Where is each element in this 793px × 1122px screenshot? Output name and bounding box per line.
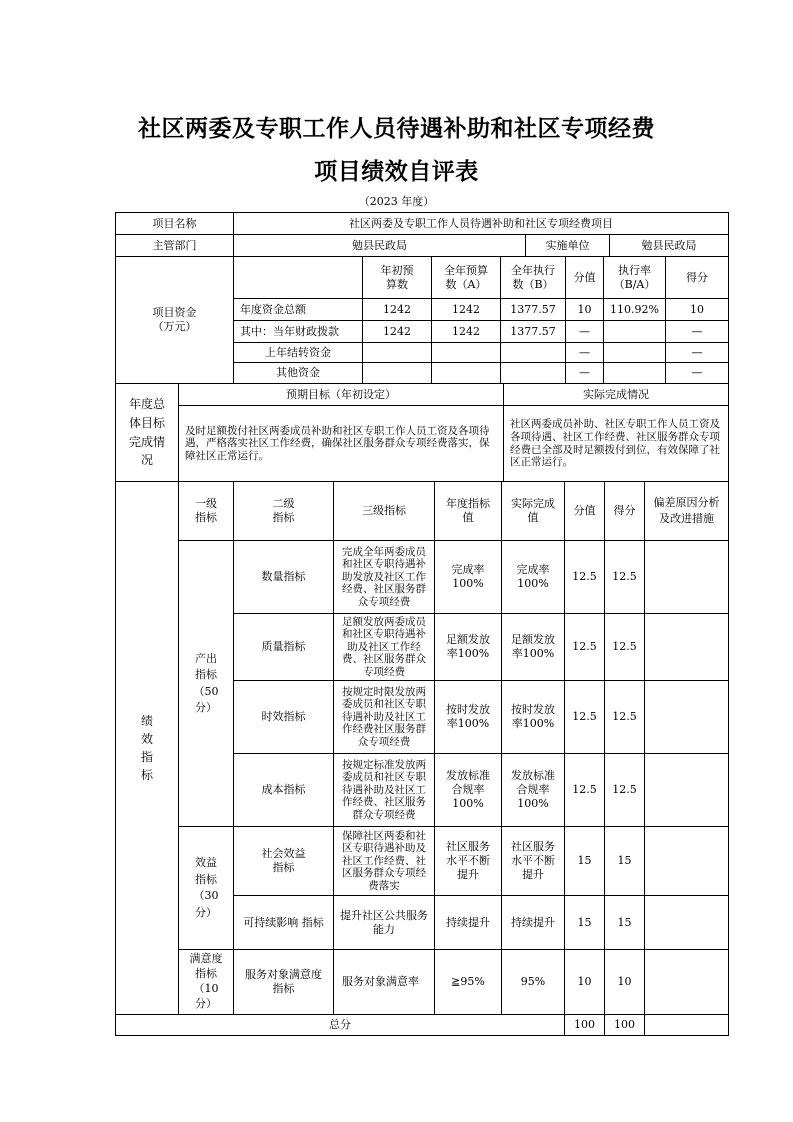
perf-header-score: 得分	[604, 481, 645, 541]
funds-label: 项目资金（万元）	[115, 256, 234, 384]
perf-header-l2: 二级指标	[233, 481, 334, 541]
funds-row-annual: 1242	[431, 298, 501, 321]
implementer-label: 实施单位	[525, 234, 610, 257]
funds-row-annual: 1242	[431, 320, 501, 343]
perf-row-target: 按时发放率100%	[434, 680, 502, 754]
funds-row-score-value: 10	[565, 298, 604, 321]
funds-row-rate	[603, 320, 666, 343]
funds-header-score-value: 分值	[565, 256, 604, 299]
total-value: 100	[564, 1014, 605, 1036]
total-deviation	[644, 1014, 729, 1036]
perf-row-score: 12.5	[604, 613, 645, 681]
perf-row-target: ≧95%	[434, 949, 502, 1015]
department-label: 主管部门	[115, 234, 234, 257]
project-name-value: 社区两委及专职工作人员待遇补助和社区专项经费项目	[233, 212, 729, 235]
perf-row-value: 12.5	[564, 540, 605, 614]
perf-group-benefit: 效益指标（30分）	[178, 826, 234, 950]
document-title: 社区两委及专职工作人员待遇补助和社区专项经费	[138, 116, 655, 142]
perf-row-l2: 服务对象满意度指标	[233, 949, 334, 1015]
perf-group-output: 产出指标（50分）	[178, 540, 234, 827]
perf-header-l3: 三级指标	[333, 481, 435, 541]
funds-row-rate: 110.92%	[603, 298, 666, 321]
perf-row-deviation	[644, 949, 729, 1015]
total-label: 总分	[115, 1014, 565, 1036]
goals-actual-text: 社区两委成员补助、社区专职工作人员工资及各项待遇、社区工作经费、社区服务群众专项经费已全部及时足额拨付到位，有效保障了社区正常运行。	[503, 405, 729, 482]
perf-row-target: 持续提升	[434, 895, 502, 950]
perf-row-deviation	[644, 540, 729, 614]
perf-row-deviation	[644, 753, 729, 827]
perf-header-deviation: 偏差原因分析及改进措施	[644, 481, 729, 541]
perf-row-deviation	[644, 895, 729, 950]
perf-header-value: 分值	[564, 481, 605, 541]
perf-row-actual: 按时发放率100%	[501, 680, 565, 754]
perf-header-actual: 实际完成值	[501, 481, 565, 541]
perf-row-value: 12.5	[564, 613, 605, 681]
department-value: 勉县民政局	[233, 234, 526, 257]
perf-row-target: 发放标准合规率100%	[434, 753, 502, 827]
funds-row-score: —	[665, 362, 729, 384]
perf-row-value: 15	[564, 895, 605, 950]
perf-row-l3: 按规定时限发放两委成员和社区专职待遇补助及社区工作经费社区服务群众专项经费	[333, 680, 435, 754]
perf-row-actual: 社区服务水平不断提升	[501, 826, 565, 896]
funds-row-executed	[500, 342, 566, 363]
funds-header-annual: 全年预算数（A）	[431, 256, 501, 299]
perf-row-deviation	[644, 826, 729, 896]
funds-row-score-value: —	[565, 342, 604, 363]
goals-expected-text: 及时足额拨付社区两委成员补助和社区专职工作人员工资及各项待遇，严格落实社区工作经费，确保社区服务群众专项经费落实，保障社区正常运行。	[178, 405, 504, 482]
perf-row-deviation	[644, 680, 729, 754]
document-year: （2023 年度）	[358, 195, 435, 208]
funds-row-name: 年度资金总额	[233, 298, 363, 321]
funds-row-initial: 1242	[362, 320, 432, 343]
funds-row-executed	[500, 362, 566, 384]
perf-row-target: 足额发放率100%	[434, 613, 502, 681]
funds-row-score: —	[665, 342, 729, 363]
perf-row-actual: 持续提升	[501, 895, 565, 950]
funds-row-score: 10	[665, 298, 729, 321]
funds-row-rate	[603, 342, 666, 363]
perf-row-score: 12.5	[604, 540, 645, 614]
funds-row-initial	[362, 362, 432, 384]
perf-row-value: 10	[564, 949, 605, 1015]
funds-row-executed: 1377.57	[500, 298, 566, 321]
perf-row-l2: 数量指标	[233, 540, 334, 614]
perf-row-actual: 发放标准合规率100%	[501, 753, 565, 827]
perf-row-score: 10	[604, 949, 645, 1015]
perf-row-actual: 足额发放率100%	[501, 613, 565, 681]
perf-row-l3: 按规定标准发放两委成员和社区专职待遇补助及社区工作经费、社区服务群众专项经费	[333, 753, 435, 827]
perf-row-l2: 可持续影响 指标	[233, 895, 334, 950]
perf-row-score: 12.5	[604, 680, 645, 754]
funds-row-annual	[431, 342, 501, 363]
perf-row-l2: 社会效益指标	[233, 826, 334, 896]
funds-header-rate: 执行率（B/A）	[603, 256, 666, 299]
perf-row-l3: 足额发放两委成员和社区专职待遇补助及社区工作经费、社区服务群众专项经费	[333, 613, 435, 681]
document-subtitle: 项目绩效自评表	[314, 159, 479, 185]
perf-label: 绩效指标	[115, 481, 179, 1015]
funds-header-initial: 年初预算数	[362, 256, 432, 299]
implementer-value: 勉县民政局	[609, 234, 729, 257]
perf-group-satisfaction: 满意度指标（10分）	[178, 949, 234, 1015]
perf-row-l3: 提升社区公共服务能力	[333, 895, 435, 950]
perf-row-l2: 成本指标	[233, 753, 334, 827]
project-name-label: 项目名称	[115, 212, 234, 235]
goals-label: 年度总体目标完成情况	[115, 383, 179, 482]
perf-row-l2: 时效指标	[233, 680, 334, 754]
perf-row-l3: 保障社区两委和社区专职待遇补助及社区工作经费、社区服务群众专项经费落实	[333, 826, 435, 896]
perf-row-score: 12.5	[604, 753, 645, 827]
funds-row-score: —	[665, 320, 729, 343]
funds-row-executed: 1377.57	[500, 320, 566, 343]
perf-row-target: 社区服务水平不断提升	[434, 826, 502, 896]
perf-header-target: 年度指标值	[434, 481, 502, 541]
perf-header-l1: 一级指标	[178, 481, 234, 541]
perf-row-score: 15	[604, 895, 645, 950]
perf-row-value: 12.5	[564, 680, 605, 754]
perf-row-target: 完成率100%	[434, 540, 502, 614]
perf-row-deviation	[644, 613, 729, 681]
funds-row-name: 其他资金	[233, 362, 363, 384]
perf-row-l2: 质量指标	[233, 613, 334, 681]
perf-row-score: 15	[604, 826, 645, 896]
funds-header-score: 得分	[665, 256, 729, 299]
funds-row-rate	[603, 362, 666, 384]
perf-row-l3: 服务对象满意率	[333, 949, 435, 1015]
funds-row-initial: 1242	[362, 298, 432, 321]
goals-actual-header: 实际完成情况	[503, 383, 729, 406]
funds-row-annual	[431, 362, 501, 384]
perf-row-actual: 完成率100%	[501, 540, 565, 614]
funds-header-blank	[233, 256, 363, 299]
funds-row-score-value: —	[565, 362, 604, 384]
funds-header-executed: 全年执行数（B）	[500, 256, 566, 299]
funds-row-name: 其中：当年财政拨款	[233, 320, 363, 343]
funds-row-score-value: —	[565, 320, 604, 343]
perf-row-l3: 完成全年两委成员和社区专职待遇补助发放及社区工作经费、社区服务群众专项经费	[333, 540, 435, 614]
perf-row-actual: 95%	[501, 949, 565, 1015]
funds-row-name: 上年结转资金	[233, 342, 363, 363]
funds-row-initial	[362, 342, 432, 363]
total-score: 100	[604, 1014, 645, 1036]
goals-expected-header: 预期目标（年初设定）	[178, 383, 504, 406]
perf-row-value: 15	[564, 826, 605, 896]
perf-row-value: 12.5	[564, 753, 605, 827]
